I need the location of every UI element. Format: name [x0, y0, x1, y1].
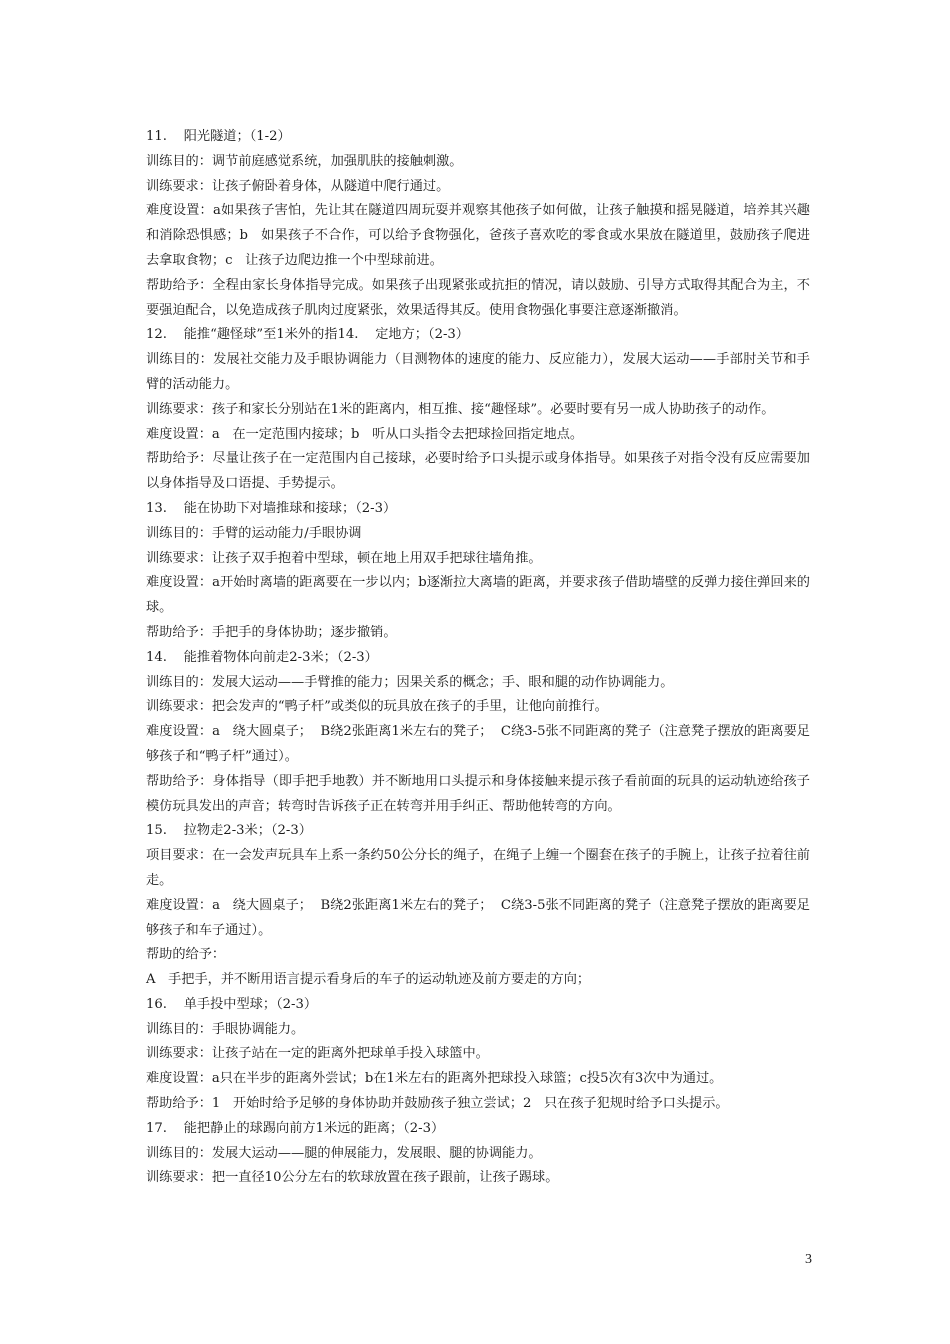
- paragraph: 训练要求：把会发声的“鸭子杆”或类似的玩具放在孩子的手里，让他向前推行。: [146, 699, 608, 715]
- paragraph: 训练目的：发展社交能力及手眼协调能力（目测物体的速度的能力、反应能力），发展大运动——手部肘关节和手臂的活动能力。: [146, 352, 810, 392]
- document-body: [146, 125, 810, 1191]
- paragraph: 难度设置：a只在半步的距离外尝试；b在1米左右的距离外把球投入球篮；c投5次有3次中为通过。: [146, 1071, 723, 1087]
- page-number: 3: [805, 1252, 812, 1267]
- paragraph: 项目要求：在一会发声玩具车上系一条约50公分长的绳子，在绳子上缠一个圈套在孩子的手腕上，让孩子拉着往前走。: [146, 848, 810, 888]
- paragraph: 训练要求：让孩子俯卧着身体，从隧道中爬行通过。: [146, 178, 450, 194]
- paragraph: 帮助给予：全程由家长身体指导完成。如果孩子出现紧张或抗拒的情况，请以鼓励、引导方式取得其配合为主，不要强迫配合，以免造成孩子肌肉过度紧张，效果适得其反。使用食物强化事要注意逐渐撤消。: [146, 277, 810, 318]
- paragraph: 训练目的：发展大运动——腿的伸展能力，发展眼、腿的协调能力。: [146, 1145, 542, 1161]
- paragraph: 帮助的给予：: [146, 947, 226, 963]
- paragraph: 难度设置：a 在一定范围内接球；b 听从口头指令去把球捡回指定地点。: [146, 426, 584, 442]
- paragraph: 难度设置：a开始时离墙的距离要在一步以内；b逐渐拉大离墙的距离，并要求孩子借助墙壁的反弹力接住弹回来的球。: [146, 575, 810, 616]
- paragraph: 训练目的：手眼协调能力。: [146, 1021, 305, 1037]
- paragraph: 训练目的：发展大运动——手臂推的能力；因果关系的概念；手、眼和腿的动作协调能力。: [146, 674, 674, 690]
- paragraph: 难度设置：a 绕大圆桌子； B绕2张距离1米左右的凳子； C绕3-5张不同距离的凳子（注意凳子摆放的距离要足够孩子和车子通过）。: [146, 897, 810, 938]
- item-heading: 14. 能推着物体向前走2-3米；（2-3）: [146, 649, 378, 665]
- item-heading: 15. 拉物走2-3米；（2-3）: [146, 823, 312, 839]
- paragraph: 训练要求：孩子和家长分别站在1米的距离内，相互推、接“趣怪球”。必要时要有另一成人协助孩子的动作。: [146, 401, 775, 417]
- paragraph: 帮助给予：身体指导（即手把手地教）并不断地用口头提示和身体接触来提示孩子看前面的玩具的运动轨迹给孩子模仿玩具发出的声音；转弯时告诉孩子正在转弯并用手纠正、帮助他转弯的方向。: [146, 773, 810, 814]
- item-heading: 11. 阳光隧道；（1-2）: [146, 129, 291, 144]
- paragraph: 训练要求：把一直径10公分左右的软球放置在孩子跟前，让孩子踢球。: [146, 1170, 559, 1186]
- item-heading: 17. 能把静止的球踢向前方1米远的距离；（2-3）: [146, 1120, 445, 1136]
- paragraph: 训练目的：调节前庭感觉系统，加强肌肤的接触刺激。: [146, 153, 463, 169]
- paragraph: 帮助给予：手把手的身体协助；逐步撤销。: [146, 624, 397, 640]
- paragraph: 帮助给予：尽量让孩子在一定范围内自己接球，必要时给予口头提示或身体指导。如果孩子对指令没有反应需要加以身体指导及口语提、手势提示。: [146, 451, 810, 492]
- paragraph: 训练要求：让孩子站在一定的距离外把球单手投入球篮中。: [146, 1046, 489, 1062]
- item-heading: 13. 能在协助下对墙推球和接球；（2-3）: [146, 500, 397, 516]
- paragraph: 难度设置：a如果孩子害怕，先让其在隧道四周玩耍并观察其他孩子如何做，让孩子触摸和摇晃隧道，培养其兴趣和消除恐惧感；b 如果孩子不合作，可以给予食物强化，爸孩子喜欢吃的零食或水果放在隧道里，鼓励孩子爬进去拿取食物；c 让孩子边爬边推一个中型球前进。: [146, 203, 810, 268]
- paragraph: 训练要求：让孩子双手抱着中型球，顿在地上用双手把球往墙角推。: [146, 550, 542, 566]
- paragraph: 训练目的：手臂的运动能力/手眼协调: [146, 525, 362, 541]
- paragraph: 难度设置：a 绕大圆桌子； B绕2张距离1米左右的凳子； C绕3-5张不同距离的凳子（注意凳子摆放的距离要足够孩子和“鸭子杆”通过）。: [146, 724, 810, 764]
- item-heading: 16. 单手投中型球；（2-3）: [146, 996, 318, 1012]
- paragraph: A 手把手，并不断用语言提示看身后的车子的运动轨迹及前方要走的方向；: [146, 972, 591, 988]
- item-heading: 12. 能推“趣怪球”至1米外的指14. 定地方；（2-3）: [146, 327, 469, 343]
- paragraph: 帮助给予：1 开始时给予足够的身体协助并鼓励孩子独立尝试；2 只在孩子犯规时给予口头提示。: [146, 1096, 729, 1112]
